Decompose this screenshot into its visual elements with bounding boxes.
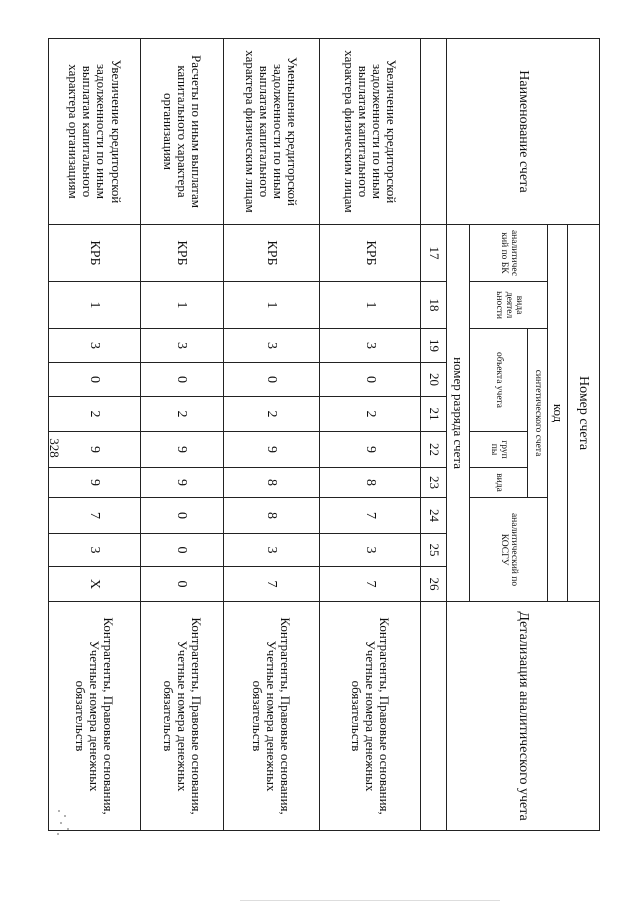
col-header-account-number: Номер счета: [567, 225, 599, 602]
col-header-kind: вида: [470, 468, 527, 498]
table-row: [140, 39, 223, 831]
col-header-detail: Детализация аналитического учета: [447, 602, 600, 831]
code-cell: 9: [319, 432, 420, 468]
code-cell: 7: [223, 567, 319, 602]
digit-blank-detail: [420, 602, 446, 831]
code-cell: 3: [140, 329, 223, 363]
code-cell: X: [49, 567, 141, 602]
code-cell: КРБ: [49, 225, 141, 282]
col-header-digit-number: номер разряда счета: [447, 225, 470, 602]
digit-label: 19: [420, 329, 446, 363]
code-cell: КРБ: [223, 225, 319, 282]
table-row: [223, 39, 319, 831]
digit-label: 25: [420, 534, 446, 567]
digit-label: 24: [420, 498, 446, 534]
code-cell: 7: [319, 567, 420, 602]
rotated-table-wrapper: [48, 38, 600, 830]
digit-label: 26: [420, 567, 446, 602]
digit-label: 21: [420, 397, 446, 432]
col-header-analytic-bk: аналитичес кий по БК: [470, 225, 548, 282]
account-name-cell: Увеличение кредиторской задолженности по иным выплатам капитального характера организациям: [49, 39, 141, 225]
code-cell: 8: [223, 468, 319, 498]
code-cell: 1: [49, 282, 141, 329]
col-header-code: код: [548, 225, 568, 602]
table-row: [49, 39, 141, 831]
code-cell: 2: [140, 397, 223, 432]
digit-blank-name: [420, 39, 446, 225]
code-cell: 3: [319, 329, 420, 363]
col-header-synthetic: синтетического счета: [527, 329, 548, 498]
code-cell: КРБ: [140, 225, 223, 282]
col-header-account-name: Наименование счета: [447, 39, 600, 225]
col-header-activity-type: вида деятел ьности: [470, 282, 548, 329]
account-name-cell: Уменьшение кредиторской задолженности по иным выплатам капитального характера физическим лицам: [223, 39, 319, 225]
code-cell: 9: [49, 468, 141, 498]
detail-cell: Контрагенты, Правовые основания, Учетные номера денежных обязательств: [49, 602, 141, 831]
code-cell: 0: [140, 363, 223, 397]
code-cell: 2: [49, 397, 141, 432]
code-cell: 0: [140, 534, 223, 567]
code-cell: 0: [140, 567, 223, 602]
table-row: [319, 39, 420, 831]
code-cell: 9: [49, 432, 141, 468]
account-name-cell: Увеличение кредиторской задолженности по иным выплатам капитального характера физическим лицам: [319, 39, 420, 225]
code-cell: 2: [223, 397, 319, 432]
code-cell: 3: [319, 534, 420, 567]
code-cell: 7: [319, 498, 420, 534]
code-cell: 7: [49, 498, 141, 534]
digit-label: 18: [420, 282, 446, 329]
digit-label: 17: [420, 225, 446, 282]
account-name-cell: Расчеты по иным выплатам капитального характера организациям: [140, 39, 223, 225]
scan-edge: [240, 900, 500, 901]
digit-label: 23: [420, 468, 446, 498]
accounts-table: [48, 38, 600, 831]
code-cell: 1: [223, 282, 319, 329]
code-cell: 2: [319, 397, 420, 432]
code-cell: 0: [223, 363, 319, 397]
code-cell: 9: [140, 468, 223, 498]
code-cell: 9: [223, 432, 319, 468]
code-cell: 9: [140, 432, 223, 468]
code-cell: 1: [319, 282, 420, 329]
detail-cell: Контрагенты, Правовые основания, Учетные номера денежных обязательств: [140, 602, 223, 831]
col-header-group: груп пы: [470, 432, 527, 468]
page-number: 328: [47, 438, 62, 458]
col-header-object: объекта учета: [470, 329, 527, 432]
code-cell: 0: [140, 498, 223, 534]
code-cell: 3: [223, 534, 319, 567]
code-cell: 3: [49, 534, 141, 567]
code-cell: 3: [223, 329, 319, 363]
code-cell: 0: [319, 363, 420, 397]
code-cell: 1: [140, 282, 223, 329]
code-cell: КРБ: [319, 225, 420, 282]
code-cell: 3: [49, 329, 141, 363]
code-cell: 0: [49, 363, 141, 397]
digit-label: 20: [420, 363, 446, 397]
detail-cell: Контрагенты, Правовые основания, Учетные номера денежных обязательств: [319, 602, 420, 831]
col-header-analytic-kosgu: аналитический по КОСГУ: [470, 498, 548, 602]
code-cell: 8: [319, 468, 420, 498]
digit-label: 22: [420, 432, 446, 468]
detail-cell: Контрагенты, Правовые основания, Учетные номера денежных обязательств: [223, 602, 319, 831]
code-cell: 8: [223, 498, 319, 534]
